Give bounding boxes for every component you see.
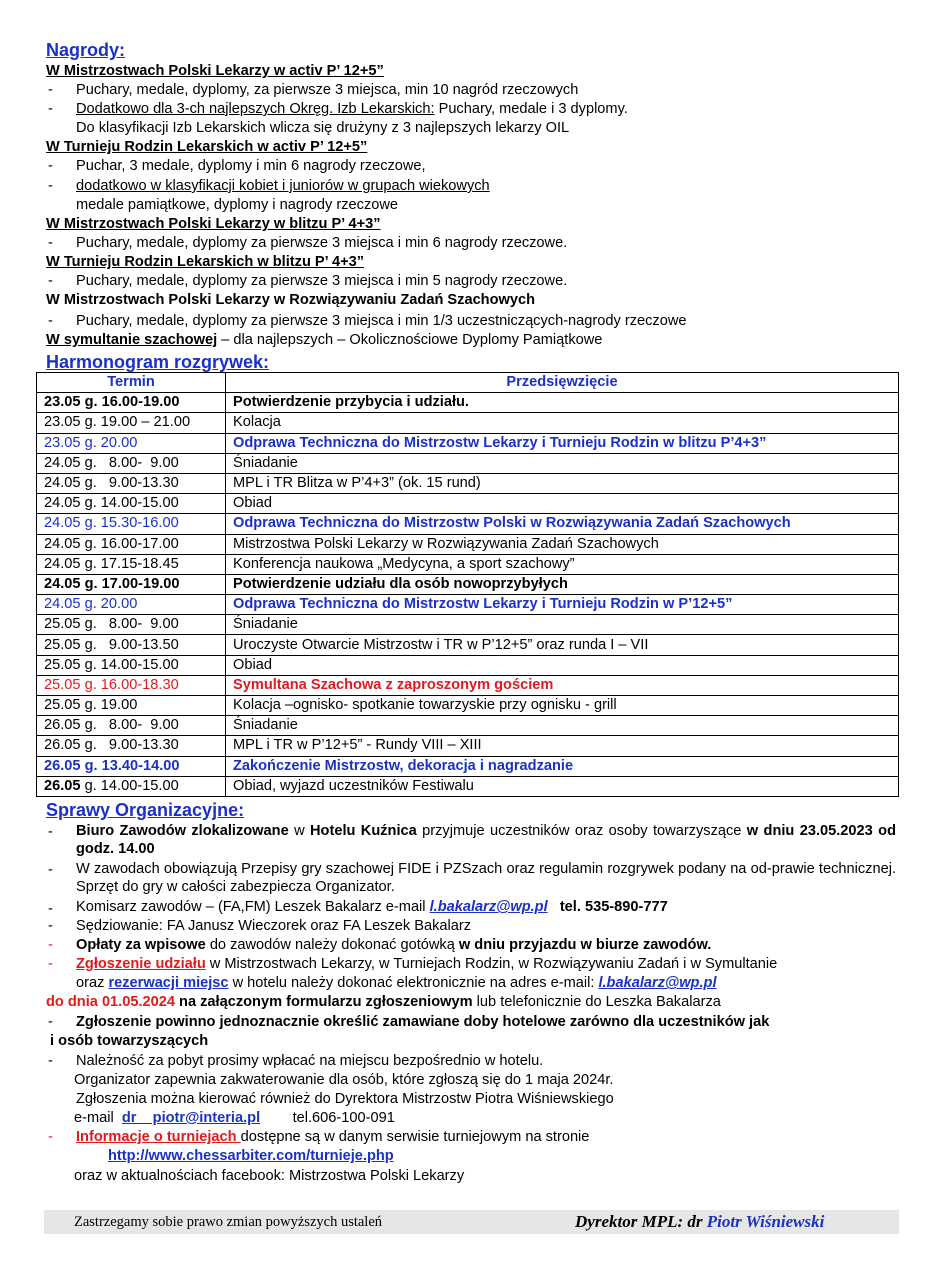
table-row xyxy=(37,675,899,695)
cell-termin: 25.05 g. 16.00-18.30 xyxy=(37,675,226,695)
table-row xyxy=(37,635,899,655)
org-komisarz xyxy=(76,899,668,916)
cell-termin: 24.05 g. 17.00-19.00 xyxy=(37,574,226,594)
table-row xyxy=(37,413,899,433)
cell-termin: 25.05 g. 14.00-15.00 xyxy=(37,655,226,675)
cell-termin-time: g. 14.00-15.00 xyxy=(80,777,179,794)
bullet-dash: - xyxy=(48,158,53,174)
bullet-dash: - xyxy=(48,178,53,194)
org-phone: tel. 535-890-777 xyxy=(547,899,668,915)
table-row xyxy=(37,554,899,574)
column-header-event: Przedsięwzięcie xyxy=(226,373,899,393)
table-row xyxy=(37,696,899,716)
chessarbiter-url[interactable] xyxy=(108,1148,394,1165)
table-row xyxy=(37,615,899,635)
deadline-date: do dnia 01.05.2024 xyxy=(46,994,175,1010)
cell-termin: 25.05 g. 19.00 xyxy=(37,696,226,716)
org-text: przyjmuje uczestników oraz osoby towarzyszące xyxy=(416,823,747,839)
table-row xyxy=(37,473,899,493)
org-zgloszenie-info: Zgłoszenie powinno jednoznacznie określić zamawiane doby hotelowe zarówno dla uczestników jak xyxy=(76,1014,770,1030)
schedule-table xyxy=(36,372,899,797)
cell-event: Obiad xyxy=(226,494,899,514)
section-title-nagrody: Nagrody: xyxy=(46,40,126,60)
column-header-termin: Termin xyxy=(37,373,226,393)
table-row xyxy=(37,716,899,736)
org-dyrektor: Zgłoszenia można kierować również do Dyrektora Mistrzostw Piotra Wiśniewskiego xyxy=(76,1091,614,1107)
bullet-dash: - xyxy=(48,862,53,878)
org-text: do zawodów należy dokonać gotówką xyxy=(205,937,459,953)
cell-termin xyxy=(37,776,226,796)
cell-termin: 24.05 g. 8.00- 9.00 xyxy=(37,453,226,473)
org-zgloszenie-info-cont: i osób towarzyszących xyxy=(46,1033,209,1049)
prize-heading-symultana: W symultanie szachowej xyxy=(46,332,218,348)
prize-symultana xyxy=(46,332,602,349)
org-zgloszenie xyxy=(76,956,777,973)
org-informacje xyxy=(76,1129,589,1146)
org-text: dostępne są w danym serwisie turniejowym na stronie xyxy=(240,1129,590,1145)
org-przepisy: W zawodach obowiązują Przepisy gry szachowej FIDE i PZSzach oraz regulamin rozgrywek podany na od-prawie technicznej. Sprzęt do gry w całości zabezpiecza Organizator. xyxy=(76,861,896,895)
table-row xyxy=(37,534,899,554)
prize-line: Puchary, medale, dyplomy za pierwsze 3 miejsca i min 5 nagrody rzeczowe. xyxy=(76,273,568,289)
prize-line-rest: Puchary, medale i 3 dyplomy. xyxy=(434,101,628,117)
cell-termin: 26.05 g. 8.00- 9.00 xyxy=(37,716,226,736)
cell-event: Śniadanie xyxy=(226,453,899,473)
table-row xyxy=(37,514,899,534)
org-text: e-mail xyxy=(74,1110,122,1126)
prize-heading-tr-activ: W Turnieju Rodzin Lekarskich w activ P’ 12+5” xyxy=(46,139,368,155)
cell-termin: 26.05 g. 13.40-14.00 xyxy=(37,756,226,776)
prize-line xyxy=(76,101,628,118)
org-sedziowanie: Sędziowanie: FA Janusz Wieczorek oraz FA Leszek Bakalarz xyxy=(76,918,472,934)
org-naleznosc: Należność za pobyt prosimy wpłacać na miejscu bezpośrednio w hotelu. xyxy=(76,1053,544,1069)
table-row xyxy=(37,433,899,453)
org-oplaty-label: Opłaty za wpisowe xyxy=(76,937,206,953)
footer-note: Zastrzegamy sobie prawo zmian powyższych ustaleń xyxy=(74,1214,383,1230)
bullet-dash: - xyxy=(48,824,53,840)
table-row xyxy=(37,736,899,756)
prize-line: Puchar, 3 medale, dyplomy i min 6 nagrody rzeczowe, xyxy=(76,158,426,174)
cell-event: Śniadanie xyxy=(226,716,899,736)
org-text: na załączonym formularzu zgłoszeniowym xyxy=(174,994,473,1010)
email-link-wisniewski[interactable]: dr piotr@interia.pl xyxy=(121,1110,261,1126)
section-title-sprawy: Sprawy Organizacyjne: xyxy=(46,800,245,820)
cell-event: Symultana Szachowa z zaproszonym gościem xyxy=(226,675,899,695)
informacje-link[interactable]: Informacje o turniejach xyxy=(76,1129,241,1145)
cell-event: MPL i TR Blitza w P’4+3” (ok. 15 rund) xyxy=(226,473,899,493)
table-row xyxy=(37,776,899,796)
org-text: lub telefonicznie do Leszka Bakalarza xyxy=(472,994,721,1010)
rezerwacja-link[interactable]: rezerwacji miejsc xyxy=(108,975,229,991)
zgloszenie-udzialu-link[interactable]: Zgłoszenie udziału xyxy=(76,956,206,972)
prize-heading-mpl-activ: W Mistrzostwach Polski Lekarzy w activ P’ 12+5” xyxy=(46,63,384,79)
org-deadline xyxy=(46,994,721,1011)
org-phone-dyrektor: tel.606-100-091 xyxy=(260,1110,395,1126)
table-row xyxy=(37,393,899,413)
cell-termin: 24.05 g. 15.30-16.00 xyxy=(37,514,226,534)
cell-termin: 24.05 g. 17.15-18.45 xyxy=(37,554,226,574)
org-facebook: oraz w aktualnościach facebook: Mistrzostwa Polski Lekarzy xyxy=(74,1168,465,1184)
org-oplaty xyxy=(76,937,711,954)
bullet-dash: - xyxy=(48,1129,53,1145)
table-row xyxy=(37,595,899,615)
cell-termin-date: 26.05 xyxy=(44,777,81,794)
cell-termin: 23.05 g. 16.00-19.00 xyxy=(37,393,226,413)
bullet-dash: - xyxy=(48,273,53,289)
cell-event: Odprawa Techniczna do Mistrzostw Lekarzy i Turnieju Rodzin w P’12+5” xyxy=(226,595,899,615)
table-row xyxy=(37,756,899,776)
prize-line: dodatkowo w klasyfikacji kobiet i juniorów w grupach wiekowych xyxy=(76,178,490,194)
cell-termin: 23.05 g. 19.00 – 21.00 xyxy=(37,413,226,433)
cell-termin: 25.05 g. 9.00-13.50 xyxy=(37,635,226,655)
bullet-dash: - xyxy=(48,956,53,972)
prize-line-underlined: Dodatkowo dla 3-ch najlepszych Okręg. Izb Lekarskich: xyxy=(76,101,435,117)
table-row xyxy=(37,453,899,473)
cell-event: Mistrzostwa Polski Lekarzy w Rozwiązywania Zadań Szachowych xyxy=(226,534,899,554)
cell-termin: 23.05 g. 20.00 xyxy=(37,433,226,453)
cell-event: Konferencja naukowa „Medycyna, a sport szachowy” xyxy=(226,554,899,574)
org-date: w dniu 23.05.2023 od godz. 14.00 xyxy=(76,823,896,857)
cell-event: Kolacja –ognisko- spotkanie towarzyskie przy ognisku - grill xyxy=(226,696,899,716)
cell-termin: 24.05 g. 9.00-13.30 xyxy=(37,473,226,493)
cell-event: Odprawa Techniczna do Mistrzostw Lekarzy i Turnieju Rodzin w blitzu P’4+3” xyxy=(226,433,899,453)
prize-heading-tr-blitz: W Turnieju Rodzin Lekarskich w blitzu P’ 4+3” xyxy=(46,254,365,270)
cell-termin: 26.05 g. 9.00-13.30 xyxy=(37,736,226,756)
cell-event: Obiad, wyjazd uczestników Festiwalu xyxy=(226,776,899,796)
org-biuro-label: Biuro Zawodów zlokalizowane xyxy=(76,823,289,839)
cell-event: Potwierdzenie udziału dla osób nowoprzybyłych xyxy=(226,574,899,594)
bullet-dash: - xyxy=(48,235,53,251)
org-text: w Mistrzostwach Lekarzy, w Turniejach Rodzin, w Rozwiązywaniu Zadań i w Symultanie xyxy=(205,956,778,972)
cell-termin: 24.05 g. 20.00 xyxy=(37,595,226,615)
section-title-harmonogram: Harmonogram rozgrywek: xyxy=(46,352,270,372)
bullet-dash: - xyxy=(48,313,53,329)
signature-title: Dyrektor MPL: dr xyxy=(575,1212,707,1231)
prize-line: medale pamiątkowe, dyplomy i nagrody rzeczowe xyxy=(76,197,399,213)
cell-event: MPL i TR w P’12+5” - Rundy VIII – XIII xyxy=(226,736,899,756)
cell-event: Odprawa Techniczna do Mistrzostw Polski w Rozwiązywania Zadań Szachowych xyxy=(226,514,899,534)
email-link-bakalarz-2[interactable]: l.bakalarz@wp.pl xyxy=(598,975,717,991)
table-row xyxy=(37,494,899,514)
email-link-bakalarz[interactable]: l.bakalarz@wp.pl xyxy=(429,899,548,915)
bullet-dash: - xyxy=(48,918,53,934)
cell-event: Kolacja xyxy=(226,413,899,433)
cell-termin: 24.05 g. 14.00-15.00 xyxy=(37,494,226,514)
org-oplaty-when: w dniu przyjazdu w biurze zawodów. xyxy=(458,937,712,953)
footer-signature xyxy=(575,1212,824,1232)
prize-heading-zadania: W Mistrzostwach Polski Lekarzy w Rozwiązywaniu Zadań Szachowych xyxy=(46,292,536,308)
org-text: w hotelu należy dokonać elektronicznie na adres e-mail: xyxy=(228,975,599,991)
schedule-header-row xyxy=(37,373,899,393)
cell-termin: 24.05 g. 16.00-17.00 xyxy=(37,534,226,554)
url-link[interactable]: http://www.chessarbiter.com/turnieje.php xyxy=(108,1148,394,1164)
cell-event: Śniadanie xyxy=(226,615,899,635)
cell-event: Zakończenie Mistrzostw, dekoracja i nagradzanie xyxy=(226,756,899,776)
cell-event: Uroczyste Otwarcie Mistrzostw i TR w P’12+5” oraz runda I – VII xyxy=(226,635,899,655)
prize-line: Puchary, medale, dyplomy za pierwsze 3 miejsca i min 6 nagrody rzeczowe. xyxy=(76,235,568,251)
table-row xyxy=(37,655,899,675)
prize-heading-mpl-blitz: W Mistrzostwach Polski Lekarzy w blitzu P’ 4+3” xyxy=(46,216,381,232)
cell-termin: 25.05 g. 8.00- 9.00 xyxy=(37,615,226,635)
bullet-dash: - xyxy=(48,901,53,917)
bullet-dash: - xyxy=(48,1014,53,1030)
table-row xyxy=(37,574,899,594)
bullet-dash: - xyxy=(48,82,53,98)
signature-name: Piotr Wiśniewski xyxy=(706,1212,825,1231)
cell-event: Obiad xyxy=(226,655,899,675)
org-rezerwacja xyxy=(76,975,717,992)
prize-line: Puchary, medale, dyplomy za pierwsze 3 miejsca i min 1/3 uczestniczących-nagrody rzeczowe xyxy=(76,313,687,329)
org-zakwaterowanie: Organizator zapewnia zakwaterowanie dla osób, które zgłoszą się do 1 maja 2024r. xyxy=(74,1072,614,1088)
cell-event: Potwierdzenie przybycia i udziału. xyxy=(226,393,899,413)
org-biuro xyxy=(76,822,896,858)
prize-symultana-rest: – dla najlepszych – Okolicznościowe Dyplomy Pamiątkowe xyxy=(217,332,603,348)
org-text: oraz xyxy=(76,975,109,991)
prize-line: Puchary, medale, dyplomy, za pierwsze 3 miejsca, min 10 nagród rzeczowych xyxy=(76,82,579,98)
prize-line: Do klasyfikacji Izb Lekarskich wlicza się drużyny z 3 najlepszych lekarzy OIL xyxy=(76,120,570,136)
bullet-dash: - xyxy=(48,937,53,953)
org-text: w xyxy=(288,823,311,839)
bullet-dash: - xyxy=(48,101,53,117)
bullet-dash: - xyxy=(48,1053,53,1069)
org-dyrektor-contact xyxy=(74,1110,395,1127)
org-hotel: Hotelu Kuźnica xyxy=(310,823,417,839)
org-text: Komisarz zawodów – (FA,FM) Leszek Bakalarz e-mail xyxy=(76,899,430,915)
